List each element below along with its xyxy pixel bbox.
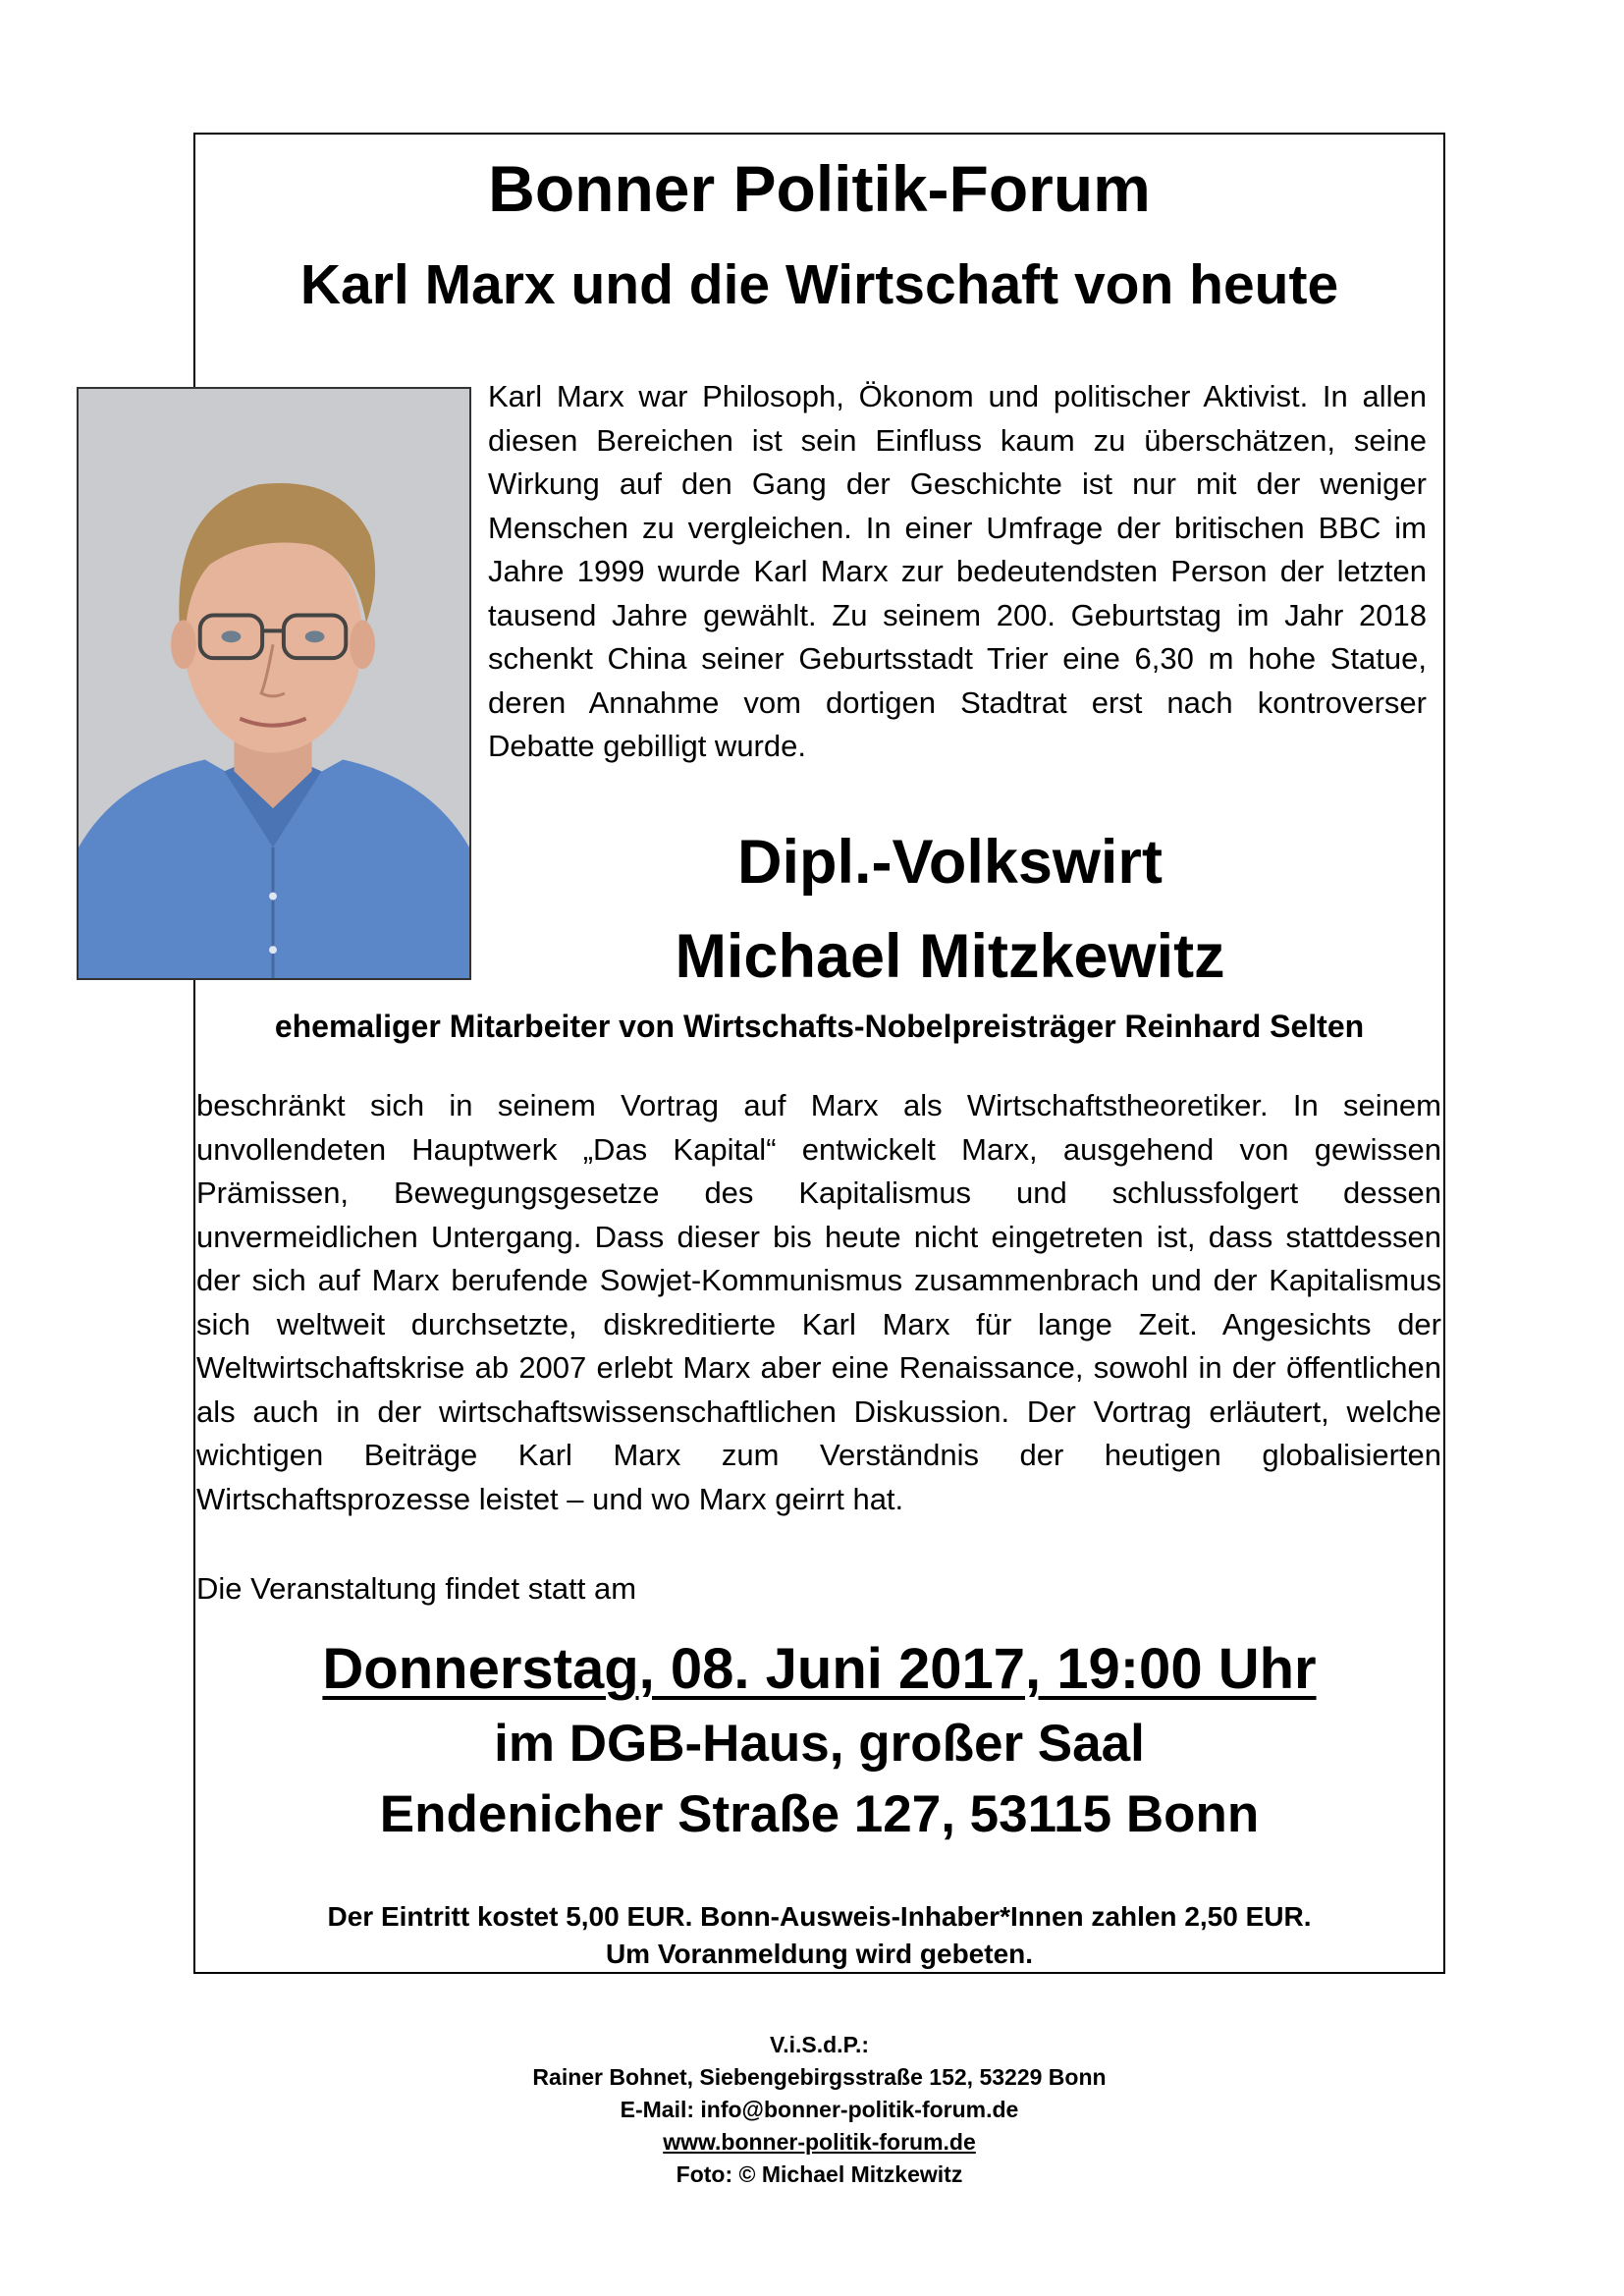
intro-paragraph: Karl Marx war Philosoph, Ökonom und politischer Aktivist. In allen diesen Bereichen ist sein Einfluss kaum zu überschätzen, seine Wirkung auf den Gang der Geschichte ist nur mit der weniger Menschen zu vergleichen. In einer Umfrage der britischen BBC im Jahre 1999 wurde Karl Marx zur bedeutendsten Person der letzten tausend Jahre gewählt. Zu seinem 200. Geburtstag im Jahr 2018 schenkt China seiner Geburtsstadt Trier eine 6,30 m hohe Statue, deren Annahme vom dortigen Stadtrat erst nach kontroverser Debatte gebilligt wurde.	[488, 379, 1427, 763]
speaker-name: Michael Mitzkewitz	[675, 922, 1225, 991]
speaker-heading	[471, 815, 1429, 1004]
imprint-label: V.i.S.d.P.:	[770, 2032, 869, 2057]
speaker-portrait-image	[79, 389, 469, 978]
organization-title: Bonner Politik-Forum	[488, 152, 1151, 225]
abstract-paragraph: beschränkt sich in seinem Vortrag auf Marx als Wirtschaftstheoretiker. In seinem unvollendeten Hauptwerk „Das Kapital“ entwickelt Marx, ausgehend von gewissen Prämissen, Bewegungsgesetze des Kapitalismus und schlussfolgert dessen unvermeidlichen Untergang. Dass dieser bis heute nicht eingetreten ist, dass stattdessen der sich auf Marx berufende Sowjet-Kommunismus zusammenbrach und der Kapitalismus sich weltweit durchsetzte, diskreditierte Karl Marx für lange Zeit. Angesichts der Weltwirtschaftskrise ab 2007 erlebt Marx aber eine Renaissance, sowohl in der öffentlichen als auch in der wirtschaftswissenschaftlichen Diskussion. Der Vortrag erläutert, welche wichtigen Beiträge Karl Marx zum Verständnis der heutigen globalisierten Wirtschaftsprozesse leistet – und wo Marx geirrt hat.	[196, 1088, 1441, 1516]
event-date-time: Donnerstag, 08. Juni 2017, 19:00 Uhr	[322, 1637, 1317, 1701]
event-address: Endenicher Straße 127, 53115 Bonn	[379, 1785, 1260, 1843]
imprint-email: E-Mail: info@bonner-politik-forum.de	[620, 2097, 1019, 2122]
admission-notice	[193, 1898, 1445, 1973]
event-title: Karl Marx und die Wirtschaft von heute	[299, 253, 1339, 316]
imprint-contact: Rainer Bohnet, Siebengebirgsstraße 152, 53229 Bonn	[532, 2064, 1107, 2090]
event-intro: Die Veranstaltung findet statt am	[196, 1571, 637, 1606]
speaker-photo	[77, 387, 471, 980]
website-link[interactable]: www.bonner-politik-forum.de	[663, 2129, 976, 2155]
speaker-degree: Dipl.-Volkswirt	[737, 828, 1163, 897]
speaker-role: ehemaliger Mitarbeiter von Wirtschafts-Nobelpreisträger Reinhard Selten	[274, 1009, 1365, 1044]
registration-note: Um Voranmeldung wird gebeten.	[605, 1939, 1034, 1969]
photo-credit: Foto: © Michael Mitzkewitz	[676, 2161, 963, 2187]
imprint	[193, 2029, 1445, 2191]
admission-fee: Der Eintritt kostet 5,00 EUR. Bonn-Ausweis-Inhaber*Innen zahlen 2,50 EUR.	[327, 1901, 1312, 1932]
event-venue: im DGB-Haus, großer Saal	[494, 1715, 1145, 1773]
